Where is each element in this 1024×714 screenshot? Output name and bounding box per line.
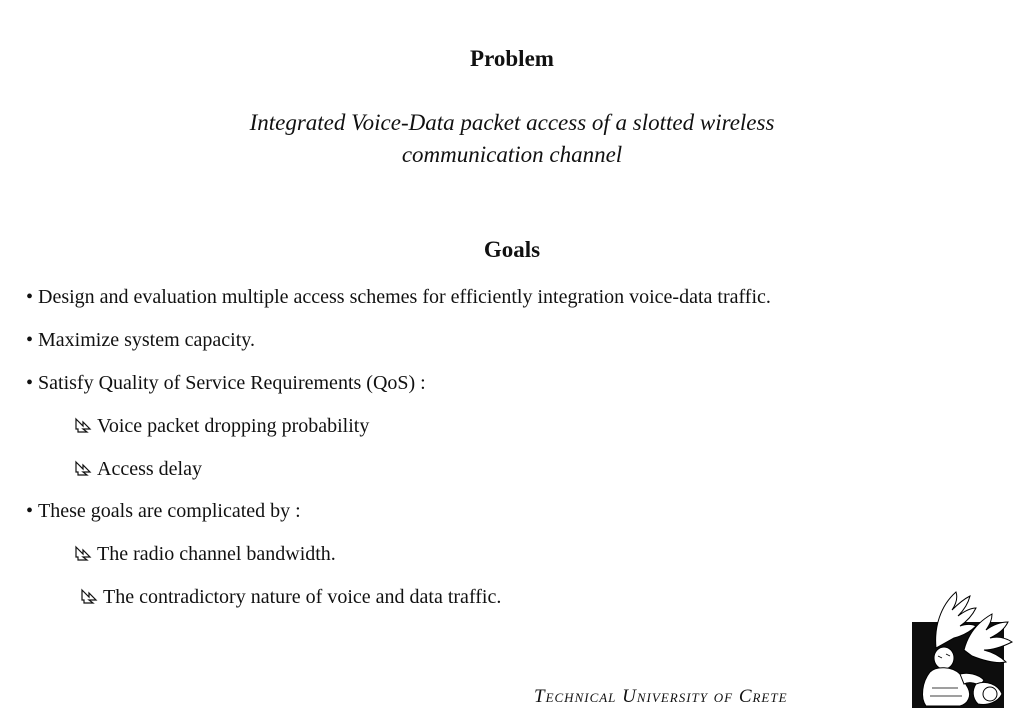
problem-statement-line-1: Integrated Voice-Data packet access of a slotted wireless bbox=[249, 110, 775, 135]
list-item bbox=[26, 328, 255, 352]
hollow-right-arrow-icon bbox=[80, 588, 98, 604]
sub-list-item-text: Voice packet dropping probability bbox=[97, 415, 370, 437]
bullet-mark: • bbox=[26, 500, 34, 522]
sub-list-item bbox=[74, 414, 369, 438]
bullet-mark: • bbox=[26, 286, 34, 308]
sub-list-item bbox=[74, 542, 336, 566]
hollow-right-arrow-icon bbox=[74, 417, 92, 433]
hollow-right-arrow-icon bbox=[74, 545, 92, 561]
list-item-text: These goals are complicated by : bbox=[38, 500, 301, 522]
hollow-right-arrow-icon bbox=[74, 460, 92, 476]
problem-statement-line-2: communication channel bbox=[401, 142, 623, 167]
list-item-text: Maximize system capacity. bbox=[38, 329, 255, 351]
sub-list-item bbox=[80, 585, 501, 609]
sub-list-item bbox=[74, 457, 202, 481]
problem-heading: Problem bbox=[470, 46, 554, 71]
university-seal-logo bbox=[906, 588, 1020, 710]
goals-heading: Goals bbox=[483, 237, 541, 262]
bullet-mark: • bbox=[26, 329, 34, 351]
list-item-text: Design and evaluation multiple access schemes for efficiently integration voice-data traffic. bbox=[38, 286, 771, 308]
sub-list-item-text: Access delay bbox=[97, 458, 202, 480]
list-item bbox=[26, 499, 301, 523]
list-item bbox=[26, 285, 771, 309]
problem-statement bbox=[0, 107, 1024, 171]
bullet-mark: • bbox=[26, 372, 34, 394]
list-item bbox=[26, 371, 426, 395]
list-item-text: Satisfy Quality of Service Requirements (QoS) : bbox=[38, 372, 426, 394]
sub-list-item-text: The contradictory nature of voice and data traffic. bbox=[103, 586, 502, 608]
sub-list-item-text: The radio channel bandwidth. bbox=[97, 543, 336, 565]
university-footer: Technical University of Crete bbox=[534, 686, 788, 707]
